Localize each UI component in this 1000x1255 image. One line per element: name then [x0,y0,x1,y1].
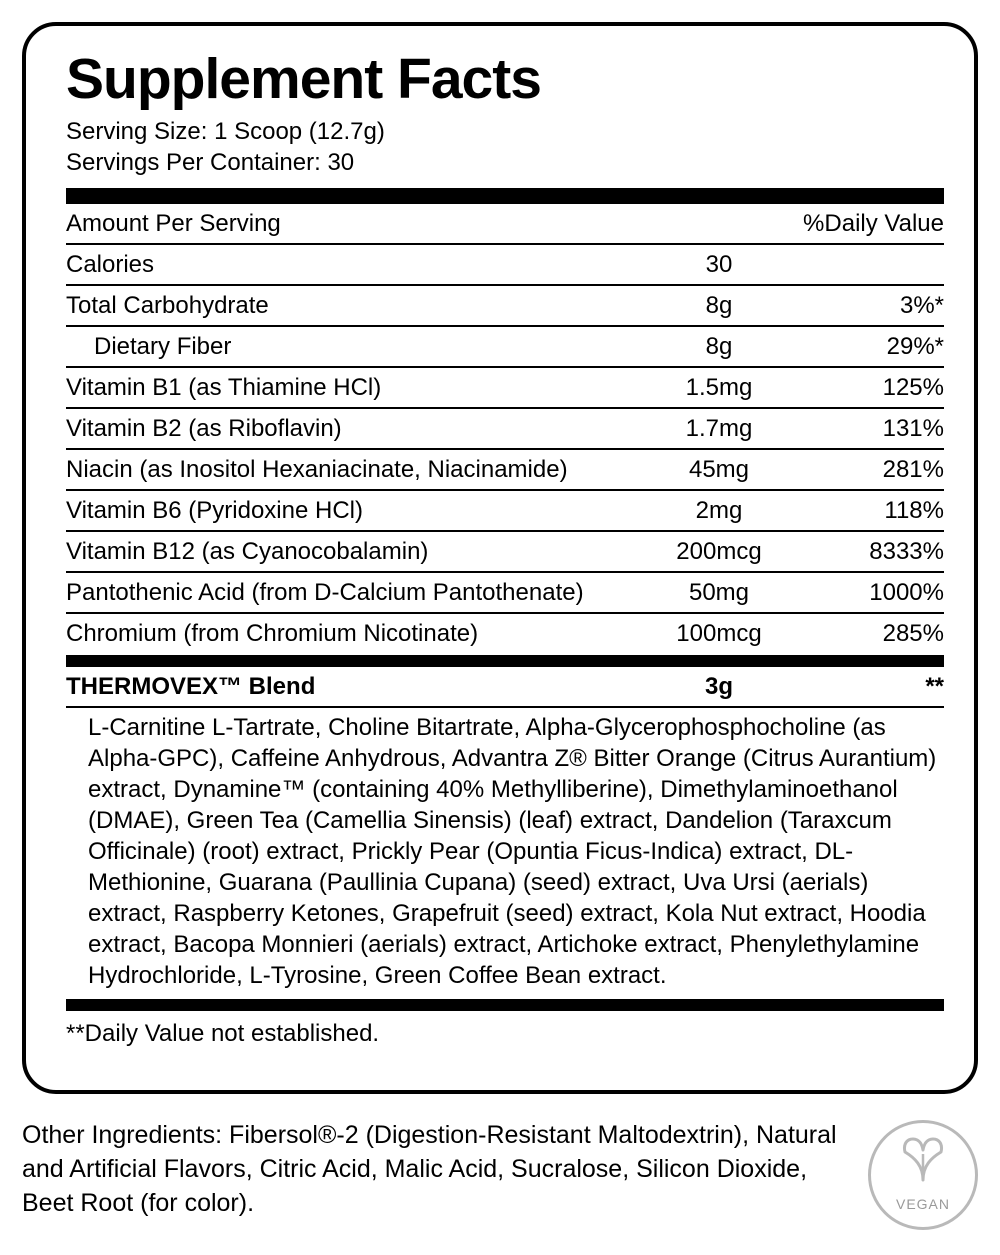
nutrient-amount: 8g [644,285,794,326]
nutrient-amount: 100mcg [676,620,762,647]
nutrient-dv: 29%* [794,326,944,367]
nutrient-dv: 1000% [794,572,944,613]
nutrition-table [66,204,944,653]
nutrient-name: Pantothenic Acid (from D-Calcium Pantothenate) [66,572,644,613]
header-amount-per-serving: Amount Per Serving [66,204,644,244]
nutrient-name: Vitamin B6 (Pyridoxine HCl) [66,490,644,531]
nutrient-amount: 1.7mg [644,408,794,449]
nutrient-dv: 281% [794,449,944,490]
servings-per-container-line: Servings Per Container: 30 [66,149,355,176]
nutrient-name: Vitamin B2 (as Riboflavin) [66,408,644,449]
header-amount-spacer [644,204,794,244]
nutrient-amount: 30 [644,244,794,285]
nutrient-amount: 200mcg [644,531,794,572]
nutrient-amount: 2mg [644,490,794,531]
table-row [66,244,944,285]
supplement-facts-panel [22,22,978,1094]
divider-blend-top [66,655,944,667]
nutrient-amount: 45mg [644,449,794,490]
nutrient-name: Vitamin B1 (as Thiamine HCl) [66,367,644,408]
nutrient-name: Calories [66,244,644,285]
header-daily-value: %Daily Value [794,204,944,244]
table-row [66,490,944,531]
table-row [66,408,944,449]
blend-header-row [66,667,944,707]
table-row [66,531,944,572]
leaf-icon [868,1136,978,1187]
table-row [66,326,944,367]
serving-size-line: Serving Size: 1 Scoop (12.7g) [66,118,385,145]
daily-value-footnote: **Daily Value not established. [66,1020,380,1047]
table-row [66,285,944,326]
other-ingredients-text: Other Ingredients: Fibersol®-2 (Digestion-Resistant Maltodextrin), Natural and Artificial Flavors, Citric Acid, Malic Acid, Sucralose, Silicon Dioxide, Beet Root (for color). [22,1121,837,1217]
nutrient-name: Vitamin B12 (as Cyanocobalamin) [66,531,644,572]
nutrient-dv: 131% [794,408,944,449]
nutrient-dv: 285% [882,620,944,647]
nutrient-dv: 8333% [794,531,944,572]
blend-ingredients-list: L-Carnitine L-Tartrate, Choline Bitartrate, Alpha-Glycerophosphocholine (as Alpha-GPC), Caffeine Anhydrous, Advantra Z® Bitter Orange (Citrus Aurantium) extract, Dynamine™ (containing 40% Methylliberine), Dimethylaminoethanol (DMAE), Green Tea (Camellia Sinensis) (leaf) extract, Dandelion (Taraxcum Officinale) (root) extract, Prickly Pear (Opuntia Ficus-Indica) extract, DL-Methionine, Guarana (Paullinia Cupana) (seed) extract, Uva Ursi (aerials) extract, Raspberry Ketones, Grapefruit (seed) extract, Kola Nut extract, Hoodia extract, Bacopa Monnieri (aerials) extract, Artichoke extract, Phenylethylamine Hydrochloride, L-Tyrosine, Green Coffee Bean extract. [88,714,937,989]
blend-dv: ** [794,667,944,707]
nutrient-amount: 1.5mg [644,367,794,408]
nutrient-dv: 118% [794,490,944,531]
nutrient-name: Chromium (from Chromium Nicotinate) [66,620,479,647]
blend-name: THERMOVEX™ Blend [66,667,644,707]
nutrient-name: Niacin (as Inositol Hexaniacinate, Niacinamide) [66,449,644,490]
nutrient-name: Total Carbohydrate [66,285,644,326]
vegan-badge [868,1120,978,1230]
supplement-facts-content [66,46,944,1049]
table-row [66,449,944,490]
table-header-row [66,204,944,244]
divider-blend-bottom [66,999,944,1011]
nutrient-dv: 3%* [794,285,944,326]
nutrient-amount: 50mg [644,572,794,613]
nutrient-dv [794,244,944,285]
table-row [66,367,944,408]
divider-thick-top [66,188,944,204]
blend-amount: 3g [644,667,794,707]
blend-table [66,667,944,708]
nutrient-name: Dietary Fiber [66,326,644,367]
page-title: Supplement Facts [66,47,541,111]
nutrient-dv: 125% [794,367,944,408]
table-row [66,572,944,613]
table-row [66,613,944,653]
vegan-badge-label: VEGAN [895,1196,950,1212]
nutrient-amount: 8g [644,326,794,367]
